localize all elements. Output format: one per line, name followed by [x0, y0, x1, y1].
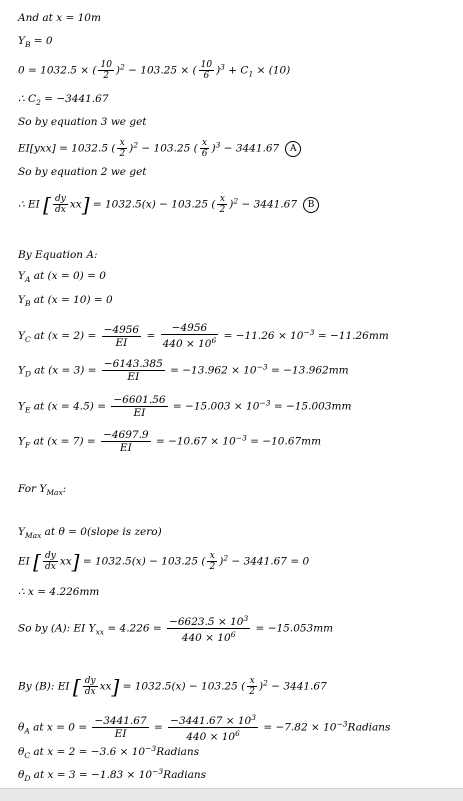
- line-boundary-x10: And at x = 10m: [18, 12, 101, 24]
- line-theta-d: $\theta_D$ at $x = 3 = -1.83 \times 10^{-3}Radians$: [18, 767, 207, 783]
- line-yf: $Y_F$ at (x = 7) = $\frac{-4697.9}{EI}$ = $-10.67 \times 10^{-3} = -10.67mm$: [18, 429, 322, 454]
- line-ye: $Y_E$ at (x = 4.5) = $\frac{-6601.56}{EI}$ = $-15.003 \times 10^{-3} = -15.003mm$: [18, 394, 352, 419]
- line-equation-c1: 0 = 1032.5 × ( $\frac{10}{2}$ )$^2$ − 103.25 × ( $\frac{10}{6}$ )$^3 + C_1 \times (10)$: [18, 60, 291, 81]
- line-ya: $Y_A$ at (x = 0) = 0: [18, 270, 106, 284]
- line-heading-eq2: So by equation 2 we get: [18, 166, 147, 178]
- line-heading-by-eq-a: By Equation A:: [18, 249, 98, 261]
- equation-label-b: B: [303, 197, 319, 213]
- line-equation-a: EI[yxx] = 1032.5 ( $\frac{x}{2}$ )$^2$ − 103.25 ( $\frac{x}{6}$ )$^3$ − 3441.67 A: [18, 138, 301, 159]
- line-heading-eq3: So by equation 3 we get: [18, 116, 147, 128]
- line-ymax-condition: $Y_{Max}$ at θ = 0(slope is zero): [18, 526, 162, 540]
- line-theta-a: $\theta_A$ at x = 0 = $\frac{-3441.67}{EI}$ = $\frac{-3441.67 \times 10^3}{440 \times 10^6}$ = $-7.82 \times 10^{-3}Radians$: [18, 713, 391, 743]
- line-yd: $Y_D$ at (x = 3) = $\frac{-6143.385}{EI}$ = $-13.962 \times 10^{-3} = -13.962mm$: [18, 358, 349, 383]
- line-slope-zero-equation: EI [ $\frac{dy}{dx}$ xx] = 1032.5(x) − 103.25 ( $\frac{x}{2}$ )$^2$ − 3441.67 = 0: [18, 549, 310, 574]
- line-yc: $Y_C$ at (x = 2) = $\frac{-4956}{EI}$ = $\frac{-4956}{440 \times 10^6}$ = $-11.26 \times 10^{-3} = -11.26mm$: [18, 322, 389, 350]
- page-bottom-bar: [0, 788, 463, 801]
- line-x-value: ∴ x = 4.226mm: [18, 586, 100, 598]
- line-by-b-equation: By (B): EI [ $\frac{dy}{dx}$ xx] = 1032.5(x) − 103.25 ( $\frac{x}{2}$ )$^2$ − 3441.67: [18, 674, 327, 699]
- equation-label-a: A: [285, 141, 301, 157]
- line-yb-zero: $Y_B = 0$: [18, 35, 53, 49]
- line-equation-b: ∴ EI [ $\frac{dy}{dx}$ xx] = 1032.5(x) − 103.25 ( $\frac{x}{2}$ )$^2$ − 3441.67 B: [18, 194, 319, 215]
- line-yb: $Y_B$ at (x = 10) = 0: [18, 294, 113, 308]
- line-ymax-result: So by (A): EI $Y_{xx} = 4.226$ = $\frac{-6623.5 \times 10^3}{440 \times 10^6}$ = −15.053mm: [18, 614, 334, 644]
- line-heading-ymax: For $Y_{Max}$:: [18, 483, 67, 497]
- line-c2-value: ∴ $C_2 = -3441.67$: [18, 93, 109, 107]
- line-theta-c: $\theta_C$ at $x = 2 = -3.6 \times 10^{-3}Radians$: [18, 744, 200, 760]
